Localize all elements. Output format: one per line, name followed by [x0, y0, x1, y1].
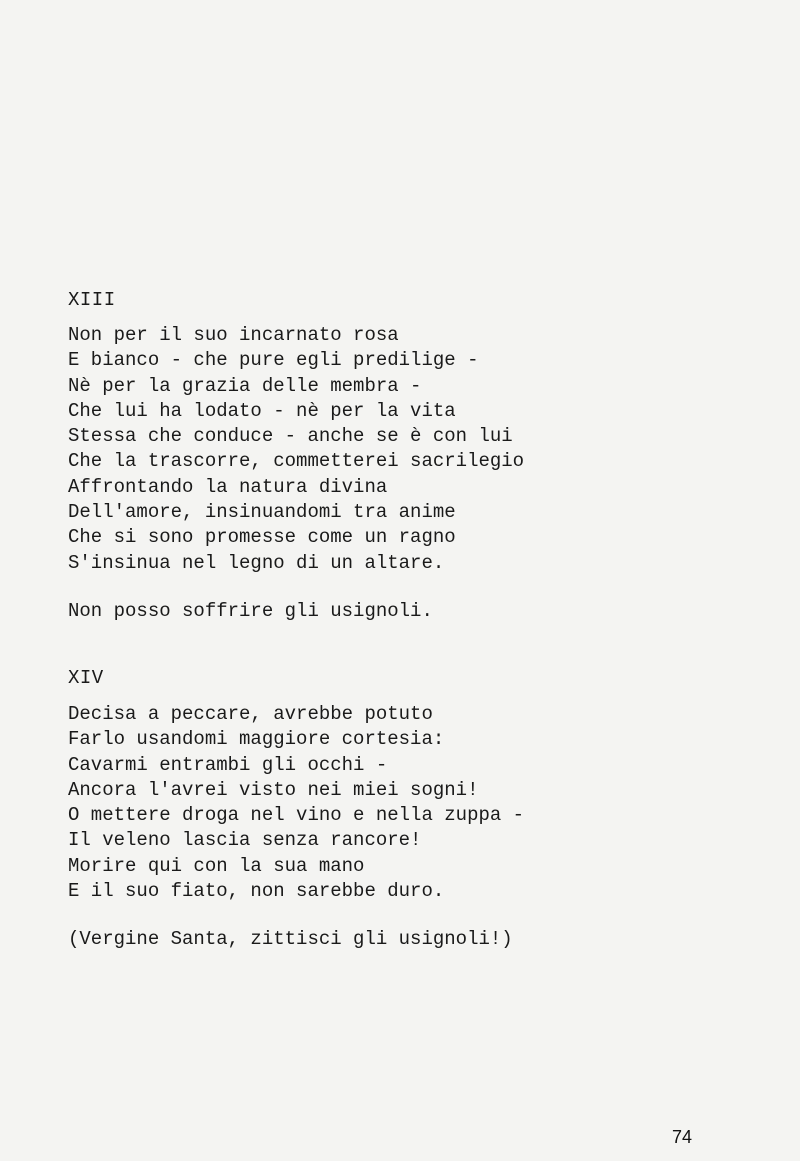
verse-line: Non per il suo incarnato rosa — [68, 324, 399, 346]
verse-line: Morire qui con la sua mano — [68, 854, 365, 877]
verse-line: S'insinua nel legno di un altare. — [68, 551, 445, 574]
verse-line: E il suo fiato, non sarebbe duro. — [68, 880, 445, 903]
coda-line: Non posso soffrire gli usignoli. — [68, 600, 433, 622]
verse-line: Nè per la grazia delle membra - — [68, 374, 422, 397]
coda-xiii — [68, 599, 433, 624]
verse-line: Che la trascorre, commetterei sacrilegio — [68, 450, 525, 473]
verse-line: Dell'amore, insinuandomi tra anime — [68, 501, 456, 524]
verse-line: Affrontando la natura divina — [68, 475, 388, 498]
verse-line: Farlo usandomi maggiore cortesia: — [68, 728, 445, 751]
page-number: 74 — [672, 1127, 693, 1147]
verse-line: Il veleno lascia senza rancore! — [68, 829, 422, 852]
verse-line: Che lui ha lodato - nè per la vita — [68, 399, 456, 422]
verse-line: Ancora l'avrei visto nei miei sogni! — [68, 778, 479, 801]
verse-line: Cavarmi entrambi gli occhi - — [68, 753, 388, 776]
verse-line: O mettere droga nel vino e nella zuppa - — [68, 804, 525, 827]
section-title-xiii: XIII — [68, 289, 116, 311]
stanza-xiii — [68, 323, 524, 576]
verse-line: Che si sono promesse come un ragno — [68, 526, 456, 549]
stanza-xiv — [68, 702, 524, 904]
coda-line: (Vergine Santa, zittisci gli usignoli!) — [68, 928, 513, 950]
verse-line: Decisa a peccare, avrebbe potuto — [68, 703, 433, 725]
verse-line: E bianco - che pure egli predilige - — [68, 349, 479, 372]
verse-line: Stessa che conduce - anche se è con lui — [68, 425, 513, 448]
section-title-xiv: XIV — [68, 667, 104, 689]
coda-xiv — [68, 927, 513, 952]
